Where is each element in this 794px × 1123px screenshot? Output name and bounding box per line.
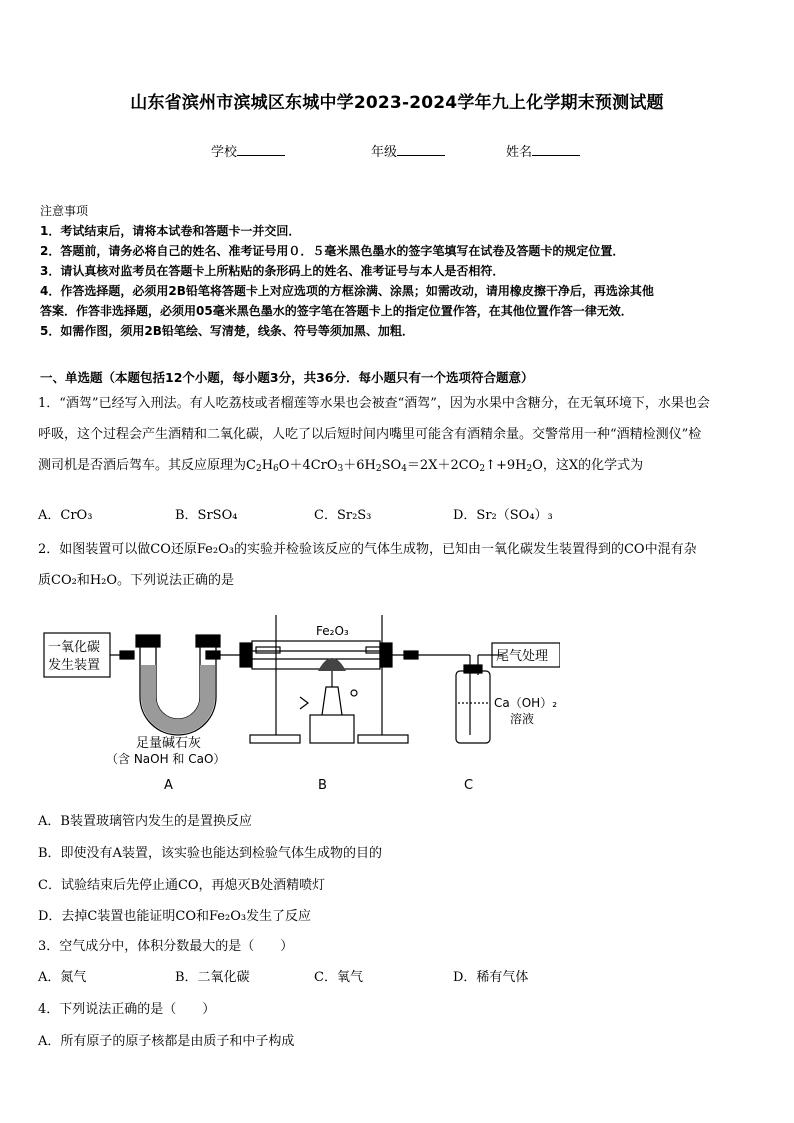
- stopper: [120, 651, 134, 659]
- notice-block: [40, 201, 760, 341]
- tail-gas-label: 尾气处理: [496, 649, 549, 664]
- stand-base-right: [358, 735, 408, 743]
- burner-body: [322, 687, 342, 715]
- bottle-stopper: [464, 665, 482, 673]
- question-3-stem: 3．空气成分中，体积分数最大的是（ ）: [38, 939, 294, 954]
- question-2-option-b[interactable]: B．即使没有A装置，该实验也能达到检验气体生成物的目的: [38, 846, 382, 861]
- stopper: [404, 651, 418, 659]
- co-box-text-2: 发生装置: [48, 658, 101, 673]
- option-a[interactable]: A．CrO₃: [38, 508, 93, 523]
- notice-item: 2．答题前，请务必将自己的姓名、准考证号用０．５毫米黑色墨水的签字笔填写在试卷及答题卡的规定位置．: [40, 244, 625, 258]
- question-4-option-a[interactable]: A．所有原子的原子核都是由质子和中子构成: [38, 1034, 295, 1049]
- notice-item: 5．如需作图，须用2B铅笔绘、写清楚，线条、符号等须加黑、加粗．: [40, 324, 414, 338]
- option-a[interactable]: A．氮气: [38, 970, 87, 985]
- name-field[interactable]: [506, 141, 580, 160]
- question-1-text: ，这X的化学式为: [542, 458, 644, 473]
- question-1-line: 1．“酒驾”已经写入刑法。有人吃荔枝或者榴莲等水果也会被查“酒驾”，因为水果中含糖分，在无氧环境下，水果也会: [38, 396, 710, 411]
- option-d[interactable]: D．稀有气体: [453, 970, 529, 985]
- flame: [318, 658, 346, 671]
- apparatus-diagram: [40, 605, 560, 795]
- question-1-line: 呼吸，这个过程会产生酒精和二氧化碳，人吃了以后短时间内嘴里可能含有酒精余量。交警常用一种“酒精检测仪”检: [38, 427, 702, 442]
- stopper: [206, 651, 220, 659]
- option-d[interactable]: D．Sr₂（SO₄）₃: [453, 508, 553, 523]
- name-label: 姓名: [506, 145, 533, 160]
- question-1: [38, 388, 758, 485]
- option-b[interactable]: B．二氧化碳: [175, 970, 250, 985]
- question-1-line: [38, 450, 758, 485]
- notice-item: 4．作答选择题，必须用2B铅笔将答题卡上对应选项的方框涂满、涂黑；如需改动，请用橡皮擦干净后，再选涂其他: [40, 284, 654, 298]
- u-tube-inner: [156, 647, 200, 719]
- washing-bottle: [456, 671, 490, 743]
- grade-label: 年级: [371, 145, 398, 160]
- notice-item: 3．请认真核对监考员在答题卡上所粘贴的条形码上的姓名、准考证号与本人是否相符．: [40, 264, 505, 278]
- notice-item: 答案．作答非选择题，必须用05毫米黑色墨水的签字笔在答题卡上的指定位置作答，在其他位置作答一律无效．: [40, 304, 633, 318]
- school-field[interactable]: [211, 141, 285, 160]
- question-2-line: 2．如图装置可以做CO还原Fe₂O₃的实验并检验该反应的气体生成物，已知由一氧化碳发生装置得到的CO中混有杂: [38, 542, 697, 557]
- burner-handle: [300, 697, 308, 709]
- question-2-option-c[interactable]: C．试验结束后先停止通CO，再熄灭B处酒精喷灯: [38, 878, 326, 893]
- glass-tube: [252, 641, 380, 669]
- caoh2-label-2: 溶液: [510, 712, 535, 726]
- label-a: A: [164, 778, 173, 793]
- page-title: 山东省滨州市滨城区东城中学2023-2024学年九上化学期末预测试题: [130, 93, 664, 113]
- burner-base: [310, 715, 354, 743]
- caoh2-label-1: Ca（OH）₂: [494, 696, 558, 710]
- stand-base-left: [250, 735, 300, 743]
- question-2-line: 质CO₂和H₂O。下列说法正确的是: [38, 573, 235, 588]
- question-1-text: 测司机是否酒后驾车。其反应原理为: [38, 458, 247, 473]
- option-c[interactable]: C．Sr₂S₃: [314, 508, 372, 523]
- option-b[interactable]: B．SrSO₄: [175, 508, 238, 523]
- name-blank[interactable]: [532, 143, 580, 156]
- question-2: [38, 534, 758, 596]
- burner-valve: [351, 690, 357, 696]
- notice-item: 1．考试结束后，请将本试卷和答题卡一并交回．: [40, 224, 301, 238]
- question-1-options: [38, 504, 758, 524]
- grade-field[interactable]: [371, 141, 445, 160]
- u-tube-stopper-right: [196, 635, 220, 647]
- section-heading: 一、单选题（本题包括12个小题，每小题3分，共36分．每小题只有一个选项符合题意）: [40, 370, 534, 385]
- soda-lime-fill: [141, 665, 215, 734]
- question-2-option-d[interactable]: D．去掉C装置也能证明CO和Fe₂O₃发生了反应: [38, 909, 312, 924]
- question-2-option-a[interactable]: A．B装置玻璃管内发生的是置换反应: [38, 814, 252, 829]
- soda-lime-label-1: 足量碱石灰: [136, 736, 202, 751]
- fe2o3-label: Fe₂O₃: [316, 624, 349, 638]
- school-label: 学校: [211, 145, 238, 160]
- u-tube-stopper-left: [136, 635, 160, 647]
- question-3-options: [38, 966, 758, 986]
- soda-lime-label-2: （含 NaOH 和 CaO）: [106, 752, 226, 766]
- notice-heading: 注意事项: [40, 204, 89, 218]
- label-c: C: [464, 778, 474, 793]
- option-c[interactable]: C．氧气: [314, 970, 363, 985]
- grade-blank[interactable]: [397, 143, 445, 156]
- reaction-equation: $C_2H_6O+4CrO_3+6H_2SO_4=2X+2CO_2↑+9H_2O$: [246, 458, 543, 474]
- co-box-text-1: 一氧化碳: [48, 640, 101, 655]
- stopper: [240, 643, 252, 667]
- school-blank[interactable]: [237, 143, 285, 156]
- question-4-stem: 4．下列说法正确的是（ ）: [38, 1002, 216, 1017]
- label-b: B: [318, 778, 327, 793]
